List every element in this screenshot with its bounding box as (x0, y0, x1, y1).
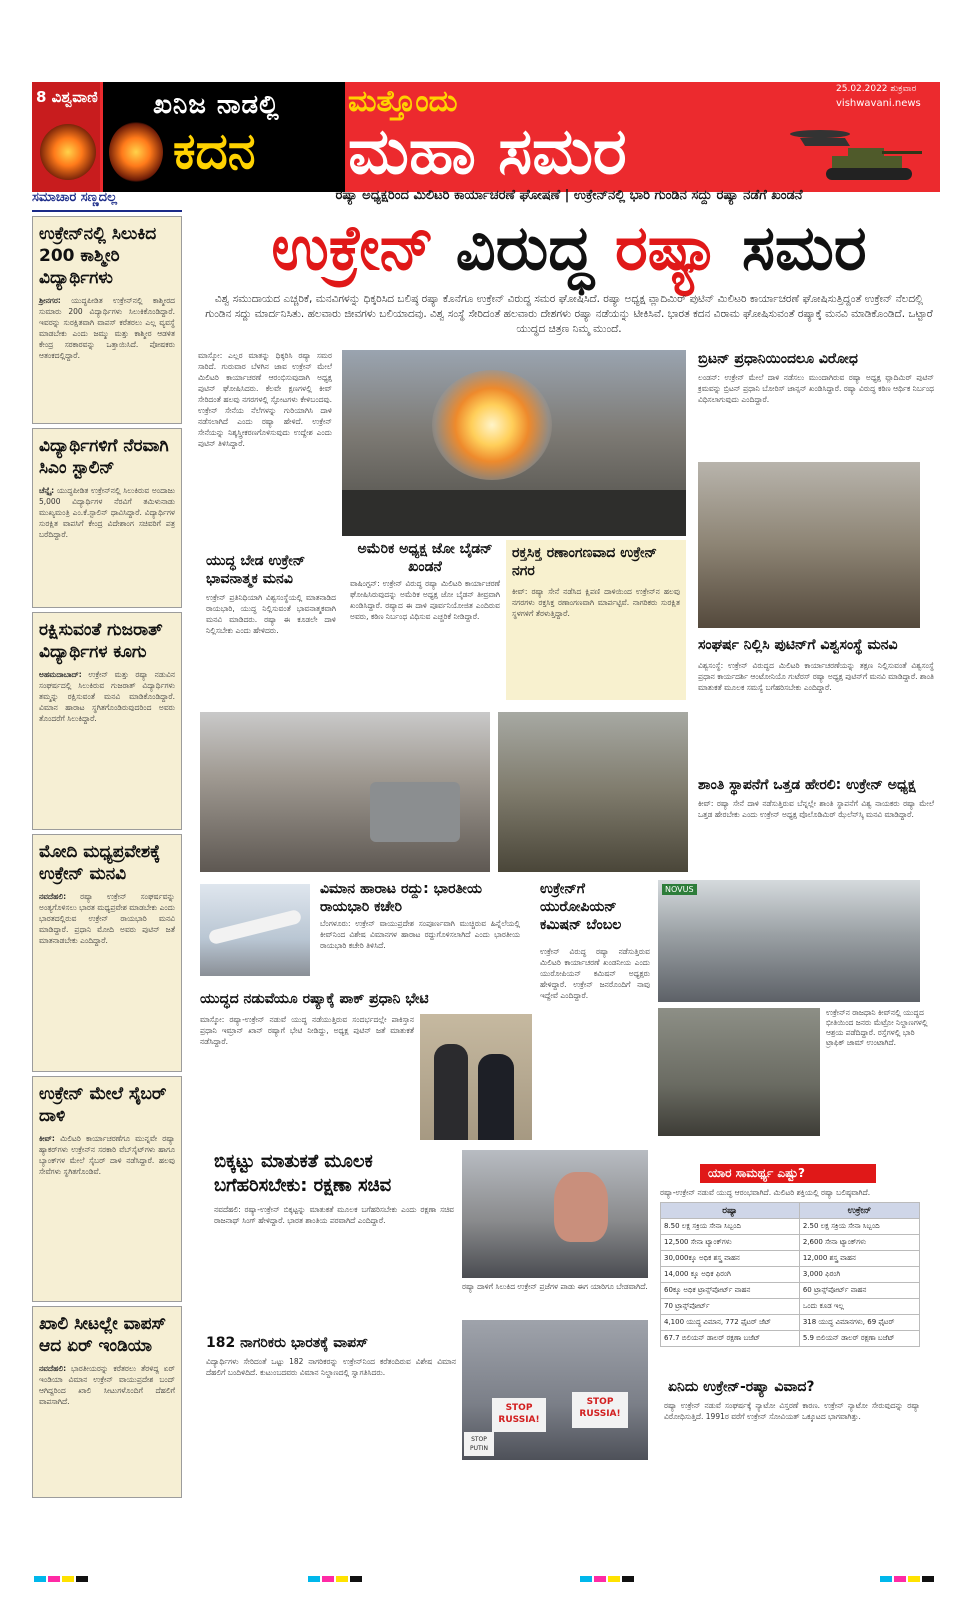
traffic-jam-photo (658, 880, 920, 1002)
left-story-5 (32, 1076, 182, 1302)
dateline: ಕೀವ್: (39, 1134, 55, 1143)
missile-debris-photo (498, 712, 688, 872)
dateline: ನವದೆಹಲಿ: (39, 892, 67, 901)
left-story-6 (32, 1306, 182, 1498)
battlefield-body: ಕೀವ್: ರಷ್ಯಾ ಸೇನೆ ನಡೆಸಿದ ಕ್ಷಿಪಣಿ ದಾಳಿಯಿಂದ ಉಕ್ರೇನ್‌ನ ಹಲವು ನಗರಗಳು ರಕ್ತಸಿಕ್ತ ರಣಾಂಗಣವಾಗಿ ಮಾರ್ಪಟ್ಟಿವೆ. ನಾಗರಿಕರು ಸುರಕ್ಷಿತ ಸ್ಥಳಗಳಿಗೆ ತೆರಳುತ್ತಿದ್ದಾರೆ. (512, 587, 680, 618)
lead-body: ಮಾಸ್ಕೋ: ಎಲ್ಲರ ಮಾತನ್ನು ಧಿಕ್ಕರಿಸಿ ರಷ್ಯಾ ಸಮರ ಸಾರಿದೆ. ಗುರುವಾರ ಬೆಳಗಿನ ಜಾವ ಉಕ್ರೇನ್ ಮೇಲೆ ಮಿಲಿಟರಿ ಕಾರ್ಯಾಚರಣೆ ಆರಂಭಿಸುವುದಾಗಿ ಅಧ್ಯಕ್ಷ ಪುಟಿನ್ ಘೋಷಿಸಿದರು. ಕೆಲವೇ ಕ್ಷಣಗಳಲ್ಲಿ ಕೀವ್ ಸೇರಿದಂತೆ ಹಲವು ನಗರಗಳಲ್ಲಿ ಸ್ಫೋಟಗಳು ಕೇಳಿಬಂದವು. ಉಕ್ರೇನ್ ಸೇನೆಯ ನೆಲೆಗಳನ್ನು ಗುರಿಯಾಗಿಸಿ ದಾಳಿ ನಡೆಸಲಾಗಿದೆ ಎಂದು ರಷ್ಯಾ ಹೇಳಿದೆ. ಉಕ್ರೇನ್ ಸೇನೆಯನ್ನು ನಿಶ್ಶಸ್ತ್ರೀಕರಣಗೊಳಿಸುವುದು ಉದ್ದೇಶ ಎಂದು ಪುಟಿನ್ ತಿಳಿಸಿದ್ದಾರೆ. (198, 351, 332, 448)
lead-headline (198, 212, 940, 284)
talks-title: ಬಿಕ್ಕಟ್ಟು ಮಾತುಕತೆ ಮೂಲಕ ಬಗೆಹರಿಸಬೇಕು: ರಕ್ಷಣಾ ಸಚಿವ (214, 1151, 392, 1196)
citizens-title: 182 ನಾಗರಿಕರು ಭಾರತಕ್ಕೆ ವಾಪಸ್ (206, 1335, 369, 1351)
issue-date: 25.02.2022 ಶುಕ್ರವಾರ (836, 84, 917, 94)
injured-face (554, 1172, 608, 1242)
left-story-3 (32, 612, 182, 830)
dateline: ಅಹಮದಾಬಾದ್: (39, 670, 82, 679)
injured-civilian-photo (462, 1150, 648, 1278)
editorial-body: ಉಕ್ರೇನ್ ಪ್ರತಿನಿಧಿಯಾಗಿ ವಿಶ್ವಸಂಸ್ಥೆಯಲ್ಲಿ ಮಾತನಾಡಿದ ರಾಯಭಾರಿ, ಯುದ್ಧ ನಿಲ್ಲಿಸುವಂತೆ ಭಾವನಾತ್ಮಕವಾಗಿ ಮನವಿ ಮಾಡಿದರು. ರಷ್ಯಾ ಈ ಕೂಡಲೇ ದಾಳಿ ನಿಲ್ಲಿಸಬೇಕು ಎಂದು ಹೇಳಿದರು. (206, 593, 336, 635)
damaged-building-photo (200, 712, 490, 872)
table-row (661, 1315, 920, 1331)
table-cell: 2.50 ಲಕ್ಷ ಸಕ್ರಿಯ ಸೇನಾ ಸಿಬ್ಬಂದಿ (799, 1219, 919, 1235)
header-russia: ರಷ್ಯಾ (661, 1203, 800, 1219)
protest-photo (462, 1320, 648, 1460)
paper-logo-block (32, 82, 100, 192)
story-title: ರಕ್ಷಿಸುವಂತೆ ಗುಜರಾತ್ ವಿದ್ಯಾರ್ಥಿಗಳ ಕೂಗು (39, 620, 163, 662)
lead-intro: ವಿಶ್ವ ಸಮುದಾಯದ ಎಚ್ಚರಿಕೆ, ಮನವಿಗಳನ್ನು ಧಿಕ್ಕರಿಸಿದ ಬಲಿಷ್ಠ ರಷ್ಯಾ ಕೊನೆಗೂ ಉಕ್ರೇನ್ ವಿರುದ್ಧ ಸಮರ ಘೋಷಿಸಿದೆ. ರಷ್ಯಾ ಅಧ್ಯಕ್ಷ ವ್ಲಾದಿಮಿರ್ ಪುಟಿನ್ ಮಿಲಿಟರಿ ಕಾರ್ಯಾಚರಣೆ ಘೋಷಿಸುತ್ತಿದ್ದಂತೆ ಉಕ್ರೇನ್ ನೆಲದಲ್ಲಿ ಗುಂಡಿನ ಸದ್ದು ಮಾರ್ದನಿಸಿತು. ಹಲವಾರು ಜೀವಗಳು ಬಲಿಯಾದವು. ವಿಶ್ವ ಸಂಸ್ಥೆ ಸೇರಿದಂತೆ ಹಲವಾರು ದೇಶಗಳು ರಷ್ಯಾ ನಡೆಯನ್ನು ಟೀಕಿಸಿವೆ. ಭಾರತ ಕದನ ವಿರಾಮ ಘೋಷಿಸುವಂತೆ ರಷ್ಯಾಕ್ಕೆ ಮನವಿ ಮಾಡಿಕೊಂಡಿದೆ. ಒಟ್ಟಾರೆ ಯುದ್ಧದ ಚಿತ್ರಣ ನಿಮ್ಮ ಮುಂದೆ. (205, 293, 933, 335)
comparison-intro: ರಷ್ಯಾ-ಉಕ್ರೇನ್ ನಡುವೆ ಯುದ್ಧ ಆರಂಭವಾಗಿದೆ. ಮಿಲಿಟರಿ ಶಕ್ತಿಯಲ್ಲಿ ರಷ್ಯಾ ಬಲಿಷ್ಠವಾಗಿದೆ. (660, 1188, 871, 1197)
table-cell: 12,000 ಶಸ್ತ್ರ ವಾಹನ (799, 1251, 919, 1267)
rubble-photo (698, 462, 920, 628)
story-title: ಉಕ್ರೇನ್ ಮೇಲೆ ಸೈಬರ್ ದಾಳಿ (39, 1084, 167, 1126)
table-row (661, 1267, 920, 1283)
table-cell: 60ಕ್ಕೂ ಅಧಿಕ ಟ್ರಾನ್ಸ್‌ಪೋರ್ಟ್ ವಾಹನ (661, 1283, 800, 1299)
victim-caption: ರಷ್ಯಾ ದಾಳಿಗೆ ಸಿಲುಕಿದ ಉಕ್ರೇನ್ ಪ್ರಜೆಗಳ ಪಾಡು ಈಗ ಯಾರಿಗೂ ಬೇಡವಾಗಿದೆ. (462, 1282, 648, 1291)
pak-body: ಮಾಸ್ಕೋ: ರಷ್ಯಾ-ಉಕ್ರೇನ್ ನಡುವೆ ಯುದ್ಧ ನಡೆಯುತ್ತಿರುವ ಸಂದರ್ಭದಲ್ಲೇ ಪಾಕಿಸ್ತಾನ ಪ್ರಧಾನಿ ಇಮ್ರಾನ್ ಖಾನ್ ರಷ್ಯಾಗೆ ಭೇಟಿ ನೀಡಿದ್ದು, ಅಧ್ಯಕ್ಷ ಪುಟಿನ್ ಜತೆ ಮಾತುಕತೆ ನಡೆಸಿದ್ದಾರೆ. (200, 1015, 414, 1046)
citizens-body: ವಿದ್ಯಾರ್ಥಿಗಳು ಸೇರಿದಂತೆ ಒಟ್ಟು 182 ನಾಗರಿಕರನ್ನು ಉಕ್ರೇನ್‌ನಿಂದ ಕರೆತಂದಿರುವ ವಿಶೇಷ ವಿಮಾನ ದೆಹಲಿಗೆ ಬಂದಿಳಿದಿದೆ. ಕುಟುಂಬದವರು ವಿಮಾನ ನಿಲ್ದಾಣದಲ್ಲಿ ಸ್ವಾಗತಿಸಿದರು. (206, 1357, 456, 1377)
table-row (661, 1299, 920, 1315)
story-body (39, 669, 175, 724)
table-cell: 60 ಟ್ರಾನ್ಸ್‌ಪೋರ್ಟ್ ವಾಹನ (799, 1283, 919, 1299)
section-line-1: ಖನಿಜ ನಾಡಲ್ಲಿ (153, 90, 280, 120)
table-row (661, 1219, 920, 1235)
headline-part-4: ಸಮರ (741, 211, 867, 284)
pak-title: ಯುದ್ಧದ ನಡುವೆಯೂ ರಷ್ಯಾಕ್ಕೆ ಪಾಕ್ ಪ್ರಧಾನಿ ಭೇಟಿ (200, 991, 429, 1007)
leader-1-figure (434, 1044, 468, 1140)
peace-body: ಕೀವ್: ರಷ್ಯಾ ಸೇನೆ ದಾಳಿ ನಡೆಸುತ್ತಿರುವ ಬೆನ್ನಲ್ಲೇ ಶಾಂತಿ ಸ್ಥಾಪನೆಗೆ ವಿಶ್ವ ನಾಯಕರು ರಷ್ಯಾ ಮೇಲೆ ಒತ್ತಡ ಹೇರಬೇಕು ಎಂದು ಉಕ್ರೇನ್ ಅಧ್ಯಕ್ಷ ವೊಲೊಡಿಮಿರ್ ಝೆಲೆನ್‌ಸ್ಕಿ ಮನವಿ ಮಾಡಿದ್ದಾರೆ. (698, 799, 934, 819)
aircraft-fuselage (208, 909, 303, 945)
un-body: ವಿಶ್ವಸಂಸ್ಥೆ: ಉಕ್ರೇನ್ ವಿರುದ್ಧದ ಮಿಲಿಟರಿ ಕಾರ್ಯಾಚರಣೆಯನ್ನು ತಕ್ಷಣ ನಿಲ್ಲಿಸುವಂತೆ ವಿಶ್ವಸಂಸ್ಥೆ ಪ್ರಧಾನ ಕಾರ್ಯದರ್ಶಿ ಆಂಟೋನಿಯೊ ಗುಟೆರಸ್ ರಷ್ಯಾ ಅಧ್ಯಕ್ಷ ಪುಟಿನ್‌ಗೆ ಮನವಿ ಮಾಡಿದ್ದಾರೆ. ಶಾಂತಿ ಮಾತುಕತೆ ಮೂಲಕ ಸಮಸ್ಯೆ ಬಗೆಹರಿಸಬೇಕು ಎಂದಿದ್ದಾರೆ. (698, 661, 934, 692)
dateline: ಚೆನ್ನೈ: (39, 486, 55, 495)
britain-body: ಲಂಡನ್: ಉಕ್ರೇನ್ ಮೇಲೆ ದಾಳಿ ನಡೆಸಲು ಮುಂದಾಗಿರುವ ರಷ್ಯಾ ಅಧ್ಯಕ್ಷ ವ್ಲಾದಿಮಿರ್ ಪುಟಿನ್ ಕ್ರಮವನ್ನು ಬ್ರಿಟನ್ ಪ್ರಧಾನಿ ಬೋರಿಸ್ ಜಾನ್ಸನ್ ಖಂಡಿಸಿದ್ದಾರೆ. ರಷ್ಯಾ ವಿರುದ್ಧ ಕಠಿಣ ಆರ್ಥಿಕ ನಿರ್ಬಂಧ ವಿಧಿಸಲಾಗುವುದು ಎಂದಿದ್ದಾರೆ. (698, 373, 934, 404)
table-cell: ಒಂದು ಕೂಡ ಇಲ್ಲ (799, 1299, 919, 1315)
peace-title: ಶಾಂತಿ ಸ್ಥಾಪನೆಗೆ ಒತ್ತಡ ಹೇರಲಿ: ಉಕ್ರೇನ್ ಅಧ್ಯಕ್ಷ (698, 777, 916, 793)
headline-part-1: ಉಕ್ರೇನ್ (271, 211, 435, 284)
story-title: ವಿದ್ಯಾರ್ಥಿಗಳಿಗೆ ನೆರವಾಗಿ ಸಿಎಂ ಸ್ಟಾಲಿನ್ (39, 436, 169, 478)
flights-body: ಬೆಂಗಳೂರು: ಉಕ್ರೇನ್ ವಾಯುಪ್ರದೇಶ ಸಂಪೂರ್ಣವಾಗಿ ಮುಚ್ಚಿರುವ ಹಿನ್ನೆಲೆಯಲ್ಲಿ ಕೀವ್‌ನಿಂದ ವಿಶೇಷ ವಿಮಾನಗಳ ಹಾರಾಟ ರದ್ದುಗೊಳಿಸಲಾಗಿದೆ ಎಂದು ಭಾರತೀಯ ರಾಯಭಾರಿ ಕಚೇರಿ ತಿಳಿಸಿದೆ. (320, 919, 520, 950)
dispute-body: ರಷ್ಯಾ ಉಕ್ರೇನ್ ನಡುವೆ ಸಂಘರ್ಷಕ್ಕೆ ನ್ಯಾಟೋ ವಿಸ್ತರಣೆ ಕಾರಣ. ಉಕ್ರೇನ್ ನ್ಯಾಟೋ ಸೇರುವುದನ್ನು ರಷ್ಯಾ ವಿರೋಧಿಸುತ್ತಿದೆ. 1991ರ ವರೆಗೆ ಉಕ್ರೇನ್ ಸೋವಿಯತ್ ಒಕ್ಕೂಟದ ಭಾಗವಾಗಿತ್ತು. (664, 1401, 920, 1421)
story-text: ಮಿಲಿಟರಿ ಕಾರ್ಯಾಚರಣೆಗೂ ಮುನ್ನವೇ ರಷ್ಯಾ ಹ್ಯಾಕರ್‌ಗಳು ಉಕ್ರೇನ್‌ನ ಸರಕಾರಿ ವೆಬ್‌ಸೈಟ್‌ಗಳು ಹಾಗೂ ಬ್ಯಾಂಕ್‌ಗಳ ಮೇಲೆ ಸೈಬರ್ ದಾಳಿ ನಡೆಸಿದ್ದಾರೆ. ಹಲವು ಸೇವೆಗಳು ಸ್ಥಗಿತಗೊಂಡಿವೆ. (39, 1134, 175, 1176)
flights-title: ವಿಮಾನ ಹಾರಾಟ ರದ್ದು: ಭಾರತೀಯ ರಾಯಭಾರಿ ಕಚೇರಿ (320, 881, 482, 915)
left-column-heading: ಸಮಾಚಾರ ಸಣ್ಣದಲ್ಲ (32, 188, 182, 212)
talks-body: ನವದೆಹಲಿ: ರಷ್ಯಾ-ಉಕ್ರೇನ್ ಬಿಕ್ಕಟ್ಟನ್ನು ಮಾತುಕತೆ ಮೂಲಕ ಬಗೆಹರಿಸಬೇಕು ಎಂದು ರಕ್ಷಣಾ ಸಚಿವ ರಾಜನಾಥ್ ಸಿಂಗ್ ಹೇಳಿದ್ದಾರೆ. ಭಾರತ ಶಾಂತಿಯ ಪರವಾಗಿದೆ ಎಂದಿದ್ದಾರೆ. (214, 1205, 454, 1225)
fire-graphic (109, 122, 163, 182)
britain-title: ಬ್ರಿಟನ್ ಪ್ರಧಾನಿಯಿಂದಲೂ ವಿರೋಧ (698, 351, 858, 367)
dateline: ನವದೆಹಲಿ: (39, 1364, 67, 1373)
table-cell: 4,100 ಯುದ್ಧ ವಿಮಾನ, 772 ಫೈಟರ್ ಜೆಟ್ (661, 1315, 800, 1331)
dateline: ಶ್ರೀನಗರ: (39, 296, 61, 305)
left-story-2 (32, 428, 182, 608)
story-text: ಯುದ್ಧಪೀಡಿತ ಉಕ್ರೇನ್‌ನಲ್ಲಿ ಕಾಶ್ಮೀರದ ಸುಮಾರು 200 ವಿದ್ಯಾರ್ಥಿಗಳು ಸಿಲುಕಿಕೊಂಡಿದ್ದಾರೆ. ಇವರನ್ನು ಸುರಕ್ಷಿತವಾಗಿ ವಾಪಸ್ ಕರೆತರಲು ಎಲ್ಲ ವ್ಯವಸ್ಥೆ ಮಾಡಬೇಕು ಎಂದು ಜಮ್ಮು ಮತ್ತು ಕಾಶ್ಮೀರ ಆಡಳಿತ ಕೇಂದ್ರ ಸರಕಾರವನ್ನು ಒತ್ತಾಯಿಸಿದೆ. ಪೋಷಕರು ಆತಂಕದಲ್ಲಿದ್ದಾರೆ. (39, 296, 176, 360)
story-text: ಉಕ್ರೇನ್ ಮತ್ತು ರಷ್ಯಾ ನಡುವಿನ ಸಂಘರ್ಷದಲ್ಲಿ ಸಿಲುಕಿರುವ ಗುಜರಾತ್ ವಿದ್ಯಾರ್ಥಿಗಳು ತಮ್ಮನ್ನು ರಕ್ಷಿಸುವಂತೆ ಮನವಿ ಮಾಡಿಕೊಂಡಿದ್ದಾರೆ. ವಿಮಾನ ಹಾರಾಟ ಸ್ಥಗಿತಗೊಂಡಿರುವುದರಿಂದ ಅವರು ತೊಂದರೆಗೆ ಸಿಲುಕಿದ್ದಾರೆ. (39, 670, 175, 723)
story-title: ಮೋದಿ ಮಧ್ಯಪ್ರವೇಶಕ್ಕೆ ಉಕ್ರೇನ್ ಮನವಿ (39, 842, 161, 884)
story-text: ರಷ್ಯಾ ಉಕ್ರೇನ್ ಸಂಘರ್ಷವನ್ನು ಅಂತ್ಯಗೊಳಿಸಲು ಭಾರತ ಮಧ್ಯಪ್ರವೇಶ ಮಾಡಬೇಕು ಎಂದು ಭಾರತದಲ್ಲಿರುವ ಉಕ್ರೇನ್ ರಾಯಭಾರಿ ಮನವಿ ಮಾಡಿದ್ದಾರೆ. ಪ್ರಧಾನಿ ಮೋದಿ ಅವರು ಪುಟಿನ್ ಜತೆ ಮಾತನಾಡಬೇಕು ಎಂದಿದ್ದಾರೆ. (39, 892, 175, 945)
website: vishwavani.news (836, 98, 921, 109)
damaged-vehicle (370, 782, 460, 842)
story-body (39, 1363, 175, 1407)
biden-body: ವಾಷಿಂಗ್ಟನ್: ಉಕ್ರೇನ್ ವಿರುದ್ಧ ರಷ್ಯಾ ಮಿಲಿಟರಿ ಕಾರ್ಯಾಚರಣೆ ಘೋಷಿಸಿರುವುದನ್ನು ಅಮೆರಿಕ ಅಧ್ಯಕ್ಷ ಜೋ ಬೈಡನ್ ತೀವ್ರವಾಗಿ ಖಂಡಿಸಿದ್ದಾರೆ. ರಷ್ಯಾದ ಈ ದಾಳಿ ಪೂರ್ವನಿಯೋಜಿತ ಎಂದಿರುವ ಅವರು, ಕಠಿಣ ನಿರ್ಬಂಧ ವಿಧಿಸುವ ಎಚ್ಚರಿಕೆ ನೀಡಿದ್ದಾರೆ. (350, 579, 500, 621)
comparison-title: ಯಾರ ಸಾಮರ್ಥ್ಯ ಎಷ್ಟು? (700, 1164, 876, 1183)
editorial-title: ಯುದ್ಧ ಬೇಡ ಉಕ್ರೇನ್ ಭಾವನಾತ್ಮಕ ಮನವಿ (206, 553, 306, 587)
story-body (39, 891, 175, 946)
story-title: ಉಕ್ರೇನ್‌ನಲ್ಲಿ ಸಿಲುಕಿದ 200 ಕಾಶ್ಮೀರಿ ವಿದ್ಯಾರ್ಥಿಗಳು (39, 224, 157, 288)
dispute-title: ಏನಿದು ಉಕ್ರೇನ್-ರಷ್ಯಾ ವಿವಾದ? (668, 1379, 815, 1395)
section-line-2: ಕದನ (173, 122, 256, 180)
leaders-meeting-photo (420, 1014, 532, 1140)
eu-body: ಉಕ್ರೇನ್ ವಿರುದ್ಧ ರಷ್ಯಾ ನಡೆಸುತ್ತಿರುವ ಮಿಲಿಟರಿ ಕಾರ್ಯಾಚರಣೆ ಖಂಡನೀಯ ಎಂದು ಯುರೋಪಿಯನ್ ಕಮಿಷನ್ ಅಧ್ಯಕ್ಷರು ಹೇಳಿದ್ದಾರೆ. ಉಕ್ರೇನ್ ಜನರೊಂದಿಗೆ ನಾವು ಇದ್ದೇವೆ ಎಂದಿದ್ದಾರೆ. (540, 947, 650, 1000)
comparison-table (660, 1202, 920, 1347)
table-cell: 5.9 ಬಿಲಿಯನ್ ಡಾಲರ್ ರಕ್ಷಣಾ ಬಜೆಟ್ (799, 1331, 919, 1347)
tank-helicopter-graphic (770, 112, 930, 188)
print-registration-marks (0, 1576, 972, 1582)
protest-sign-2: STOP RUSSIA! (572, 1392, 628, 1428)
left-story-4 (32, 834, 182, 1072)
biden-title: ಅಮೆರಿಕ ಅಧ್ಯಕ್ಷ ಜೋ ಬೈಡನ್ ಖಂಡನೆ (357, 541, 493, 575)
city-silhouette (342, 490, 686, 536)
table-cell: 3,000 ಫಿರಂಗಿ (799, 1267, 919, 1283)
protest-sign-3: STOP PUTIN (464, 1432, 494, 1456)
explosion-photo (342, 350, 686, 536)
banner-title-line-2: ಮಹಾ ಸಮರ (348, 115, 627, 189)
table-cell: 30,000ಕ್ಕೂ ಅಧಿಕ ಶಸ್ತ್ರ ವಾಹನ (661, 1251, 800, 1267)
blast-fireball (432, 370, 552, 480)
table-cell: 318 ಯುದ್ಧ ವಿಮಾನಗಳು, 69 ಫೈಟರ್ (799, 1315, 919, 1331)
battlefield-title: ರಕ್ತಸಿಕ್ತ ರಣಾಂಗಣವಾದ ಉಕ್ರೇನ್ ನಗರ (512, 545, 657, 579)
story-body (39, 485, 175, 540)
table-cell: 12,500 ಸೇನಾ ಟ್ಯಾಂಕ್‌ಗಳು (661, 1235, 800, 1251)
un-title: ಸಂಘರ್ಷ ನಿಲ್ಲಿಸಿ ಪುಟಿನ್‌ಗೆ ವಿಶ್ವಸಂಸ್ಥೆ ಮನವಿ (698, 637, 898, 653)
story-text: ಭಾರತೀಯರನ್ನು ಕರೆತರಲು ತೆರಳಿದ್ದ ಏರ್ ಇಂಡಿಯಾ ವಿಮಾನ ಉಕ್ರೇನ್ ವಾಯುಪ್ರದೇಶ ಬಂದ್ ಆಗಿದ್ದರಿಂದ ಖಾಲಿ ಸೀಟುಗಳೊಂದಿಗೆ ದೆಹಲಿಗೆ ವಾಪಸಾಗಿದೆ. (39, 1364, 176, 1406)
banner-title-line-1: ಮತ್ತೊಂದು (348, 84, 458, 119)
table-row (661, 1283, 920, 1299)
table-cell: 67.7 ಬಿಲಿಯನ್ ಡಾಲರ್ ರಕ್ಷಣಾ ಬಜೆಟ್ (661, 1331, 800, 1347)
leader-2-figure (478, 1054, 514, 1140)
table-header-row (661, 1203, 920, 1219)
section-badge (103, 82, 345, 192)
novus-sign: NOVUS (662, 884, 697, 895)
aircraft-photo (200, 884, 310, 976)
metro-shelter-photo (658, 1008, 820, 1136)
lead-kicker: ರಷ್ಯಾ ಅಧ್ಯಕ್ಷರಿಂದ ಮಿಲಿಟರಿ ಕಾರ್ಯಾಚರಣೆ ಘೋಷಣೆ | ಉಕ್ರೇನ್‌ನಲ್ಲಿ ಭಾರಿ ಗುಂಡಿನ ಸದ್ದು ರಷ್ಯಾ ನಡೆಗೆ ಖಂಡನೆ (335, 188, 803, 203)
table-cell: 2,600 ಸೇನಾ ಟ್ಯಾಂಕ್‌ಗಳು (799, 1235, 919, 1251)
military-comparison (660, 1164, 920, 1347)
table-row (661, 1251, 920, 1267)
table-cell: 8.50 ಲಕ್ಷ ಸಕ್ರಿಯ ಸೇನಾ ಸಿಬ್ಬಂದಿ (661, 1219, 800, 1235)
table-cell: 70 ಟ್ರಾನ್ಸ್‌ಪೋರ್ಟ್ (661, 1299, 800, 1315)
protest-sign-1: STOP RUSSIA! (492, 1398, 546, 1432)
metro-caption: ಉಕ್ರೇನ್‌ನ ರಾಜಧಾನಿ ಕೀವ್‌ನಲ್ಲಿ ಯುದ್ಧದ ಭೀತಿಯಿಂದ ಜನರು ಮೆಟ್ರೋ ನಿಲ್ದಾಣಗಳಲ್ಲಿ ಆಶ್ರಯ ಪಡೆದಿದ್ದಾರೆ. ರಸ್ತೆಗಳಲ್ಲಿ ಭಾರಿ ಟ್ರಾಫಿಕ್ ಜಾಮ್ ಉಂಟಾಗಿದೆ. (826, 1008, 928, 1047)
table-cell: 14,000 ಕ್ಕೂ ಅಧಿಕ ಫಿರಂಗಿ (661, 1267, 800, 1283)
headline-part-3: ರಷ್ಯಾ (614, 211, 721, 284)
story-body (39, 295, 175, 361)
paper-logo: 8 ವಿಶ್ವವಾಣಿ (36, 88, 98, 106)
story-title: ಖಾಲಿ ಸೀಟಲ್ಲೇ ವಾಪಸ್ ಆದ ಏರ್ ಇಂಡಿಯಾ (39, 1314, 167, 1356)
story-text: ಯುದ್ಧಪೀಡಿತ ಉಕ್ರೇನ್‌ನಲ್ಲಿ ಸಿಲುಕಿರುವ ಅಂದಾಜು 5,000 ವಿದ್ಯಾರ್ಥಿಗಳ ನೆರವಿಗೆ ತಮಿಳುನಾಡು ಮುಖ್ಯಮಂತ್ರಿ ಎಂ.ಕೆ.ಸ್ಟಾಲಿನ್ ಧಾವಿಸಿದ್ದಾರೆ. ವಿದ್ಯಾರ್ಥಿಗಳ ಸುರಕ್ಷಿತ ವಾಪಸಿಗೆ ಕೇಂದ್ರ ವಿದೇಶಾಂಗ ಸಚಿವರಿಗೆ ಪತ್ರ ಬರೆದಿದ್ದಾರೆ. (39, 486, 175, 539)
explosion-graphic (40, 124, 96, 180)
header-ukraine: ಉಕ್ರೇನ್ (799, 1203, 919, 1219)
battlefield-box (506, 540, 686, 700)
table-row (661, 1235, 920, 1251)
eu-title: ಉಕ್ರೇನ್‌ಗೆ ಯುರೋಪಿಯನ್ ಕಮಿಷನ್ ಬೆಂಬಲ (540, 881, 622, 933)
table-row (661, 1331, 920, 1347)
headline-part-2: ವಿರುದ್ಧ (455, 211, 594, 284)
story-body (39, 1133, 175, 1177)
left-story-1 (32, 216, 182, 424)
